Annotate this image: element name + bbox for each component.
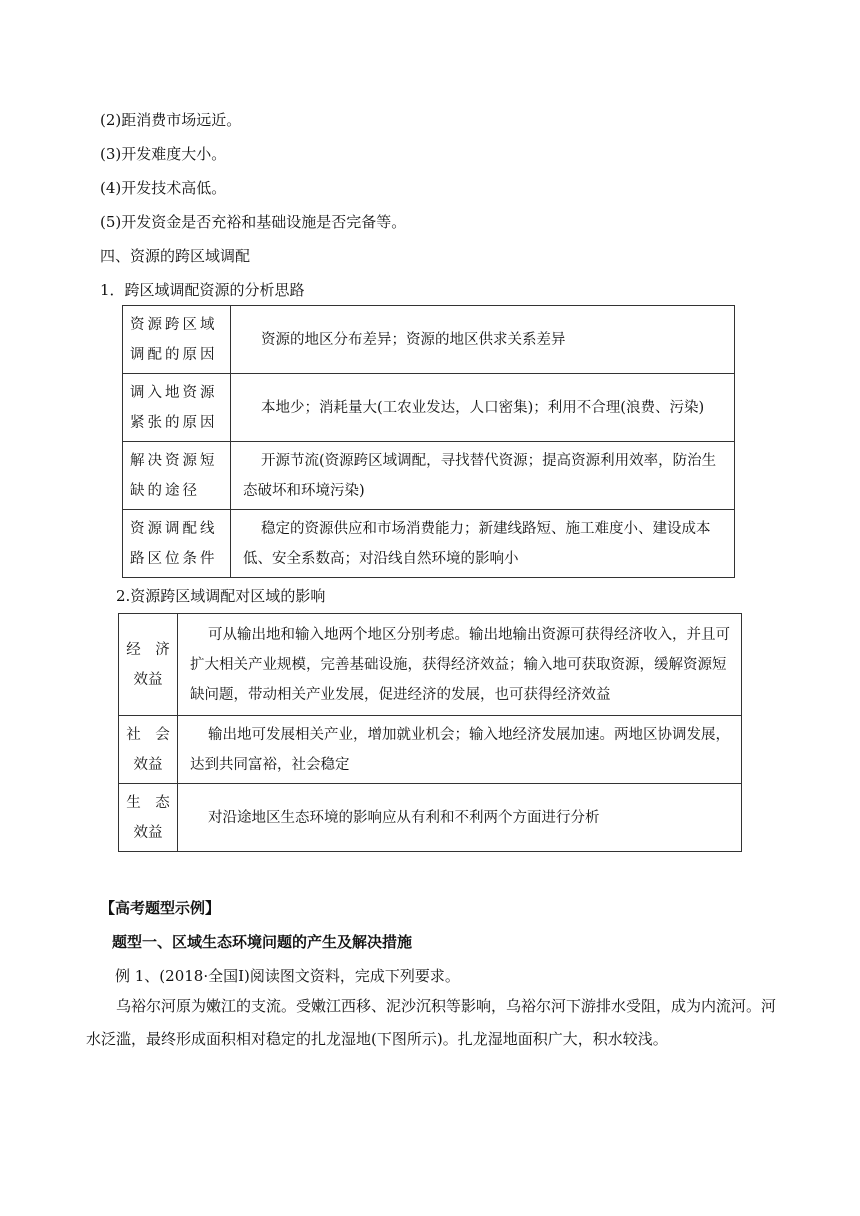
table-row [123,374,735,442]
table-row-content: 稳定的资源供应和市场消费能力；新建线路短、施工难度小、建设成本低、安全系数高；对沿线自然环境的影响小 [231,510,735,578]
example-line: 例 1、(2018·全国Ⅰ)阅读图文资料，完成下列要求。 [115,967,460,985]
label-top: 经 济 [126,641,170,658]
table-row-label: 资源调配线路区位条件 [123,510,231,578]
section-heading: 四、资源的跨区域调配 [100,247,251,265]
resource-analysis-table [122,305,735,578]
label-bottom: 效益 [133,756,163,773]
label-top: 生 态 [126,794,170,811]
subsection-heading: 1．跨区域调配资源的分析思路 [100,281,305,299]
list-item: (2)距消费市场远近。 [100,111,242,129]
table-row-content: 对沿途地区生态环境的影响应从有利和不利两个方面进行分析 [178,784,742,852]
example-paragraph: 乌裕尔河原为嫩江的支流。受嫩江西移、泥沙沉积等影响，乌裕尔河下游排水受阻，成为内流河。河水泛滥，最终形成面积相对稳定的扎龙湿地(下图所示)。扎龙湿地面积广大，积水较浅。 [86,997,777,1048]
table-row-label [119,716,178,784]
subsection-heading: 2.资源跨区域调配对区域的影响 [116,587,326,605]
table-row [119,614,742,716]
list-item: (3)开发难度大小。 [100,145,227,163]
table-row-label [119,614,178,716]
table-row-label: 调入地资源紧张的原因 [123,374,231,442]
table-row [123,442,735,510]
exam-heading: 【高考题型示例】 [100,899,221,917]
type-heading: 题型一、区域生态环境问题的产生及解决措施 [112,933,413,951]
table-row-content: 输出地可发展相关产业，增加就业机会；输入地经济发展加速。两地区协调发展，达到共同富裕，社会稳定 [178,716,742,784]
table-row-content: 本地少；消耗量大(工农业发达，人口密集)；利用不合理(浪费、污染) [231,374,735,442]
table-row-label [119,784,178,852]
table-row [123,306,735,374]
list-item: (5)开发资金是否充裕和基础设施是否完备等。 [100,213,407,231]
table-row [123,510,735,578]
label-bottom: 效益 [133,824,163,841]
table-row [119,784,742,852]
table-row-content: 开源节流(资源跨区域调配，寻找替代资源；提高资源利用效率，防治生态破坏和环境污染) [231,442,735,510]
label-bottom: 效益 [133,671,163,688]
table-row [119,716,742,784]
regional-impact-table [118,613,742,852]
label-top: 社 会 [126,726,170,743]
table-row-content: 资源的地区分布差异；资源的地区供求关系差异 [231,306,735,374]
list-item: (4)开发技术高低。 [100,179,227,197]
table-row-label: 资源跨区域调配的原因 [123,306,231,374]
table-row-label: 解决资源短缺的途径 [123,442,231,510]
table-row-content: 可从输出地和输入地两个地区分别考虑。输出地输出资源可获得经济收入，并且可扩大相关产业规模，完善基础设施，获得经济效益；输入地可获取资源，缓解资源短缺问题，带动相关产业发展，促进经济的发展，也可获得经济效益 [178,614,742,716]
